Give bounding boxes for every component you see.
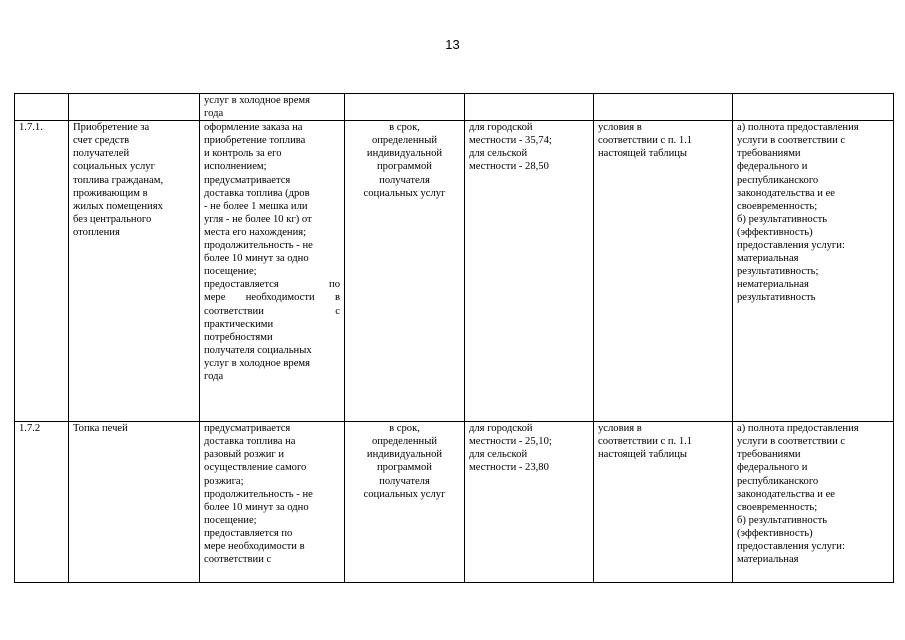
cell-line: а) полнота предоставления (737, 122, 859, 134)
cell-line: требованиями (737, 449, 801, 461)
cell-line: Приобретение за (73, 122, 150, 134)
cell-line: местности - 23,80 (469, 462, 549, 474)
cell-line: соответствии с п. 1.1 (598, 436, 693, 448)
cell-line: проживающим в (73, 187, 148, 199)
cell-line: местности - 25,10; (469, 436, 552, 448)
cell-line: условия в (598, 122, 642, 134)
cell-line: законодательства и ее (737, 488, 835, 500)
cell-line: б) результативность (737, 213, 828, 225)
cell-conditions (594, 422, 733, 583)
cell-line: доставка топлива (дров (204, 187, 310, 199)
cell-line: топлива гражданам, (73, 174, 164, 186)
cell-line: продолжительность - не (204, 488, 313, 500)
cell-line: соответствии с п. 1.1 (598, 135, 693, 147)
cell-line: федерального и (737, 462, 808, 474)
cell-line: для городской (469, 423, 533, 435)
cell-line: осуществление самого (204, 462, 307, 474)
cell-line: определенный (371, 135, 438, 147)
cell-line: угля - не более 10 кг) от (204, 213, 312, 225)
cell-line: индивидуальной (366, 148, 443, 160)
cell-line: приобретение топлива (204, 135, 306, 147)
cell-line: предоставления услуги: (737, 240, 845, 252)
cell-line: б) результативность (737, 514, 828, 526)
cell-line: законодательства и ее (737, 187, 835, 199)
cell-conditions (594, 94, 733, 121)
cell-number: 1.7.2 (15, 422, 69, 583)
cell-service-content (200, 422, 345, 583)
cell-tariff (465, 422, 594, 583)
cell-line: соответствии с (204, 554, 272, 566)
cell-tariff (465, 121, 594, 422)
cell-line: материальная (737, 253, 799, 265)
cell-line: услуги в соответствии с (737, 135, 846, 147)
cell-line: посещение; (204, 514, 257, 526)
cell-line: определенный (371, 436, 438, 448)
cell-line: жилых помещениях (73, 200, 163, 212)
cell-line: отопления (73, 226, 120, 238)
table-row (15, 94, 894, 121)
cell-deadline (345, 121, 465, 422)
cell-service-content (200, 121, 345, 422)
cell-line: республиканского (737, 475, 819, 487)
cell-service-name (69, 121, 200, 422)
cell-quality-indicators (733, 121, 894, 422)
cell-line: предусматривается (204, 174, 291, 186)
cell-line: счет средств (73, 135, 130, 147)
cell-quality-indicators (733, 94, 894, 121)
cell-line: мере необходимости в (204, 292, 340, 304)
cell-line: социальных услуг (73, 161, 155, 173)
cell-line: услуг в холодное время (204, 95, 310, 106)
cell-line: места его нахождения; (204, 226, 307, 238)
cell-line: розжига; (204, 475, 244, 487)
cell-service-content (200, 94, 345, 121)
cell-line: республиканского (737, 174, 819, 186)
cell-line: - не более 1 мешка или (204, 200, 308, 212)
cell-line: программой (377, 161, 432, 173)
cell-line: социальных услуг (363, 488, 446, 500)
cell-line: практическими (204, 318, 274, 330)
cell-line: нематериальная (737, 279, 809, 291)
cell-line: более 10 минут за одно (204, 253, 309, 265)
cell-service-name (69, 94, 200, 121)
cell-line: в срок, (389, 423, 420, 435)
cell-line: в срок, (389, 122, 420, 134)
cell-service-name (69, 422, 200, 583)
cell-line: (эффективность) (737, 527, 813, 539)
cell-conditions (594, 121, 733, 422)
table-row (15, 121, 894, 422)
cell-line: услуг в холодное время (204, 357, 310, 369)
cell-line: условия в (598, 423, 642, 435)
cell-line: индивидуальной (366, 449, 443, 461)
cell-line: доставка топлива на (204, 436, 296, 448)
cell-line: разовый розжиг и (204, 449, 285, 461)
cell-line: получателей (73, 148, 130, 160)
cell-line: предоставления услуги: (737, 541, 845, 553)
cell-tariff (465, 94, 594, 121)
cell-line: для сельской (469, 449, 528, 461)
cell-line: программой (377, 462, 432, 474)
cell-number (15, 94, 69, 121)
cell-line: получателя (379, 475, 430, 487)
cell-line: федерального и (737, 161, 808, 173)
cell-line: посещение; (204, 266, 257, 278)
cell-line: местности - 28,50 (469, 161, 549, 173)
cell-line: предоставляется по (204, 527, 293, 539)
cell-line: без центрального (73, 213, 152, 225)
cell-line: и контроль за его (204, 148, 282, 160)
cell-line: а) полнота предоставления (737, 423, 859, 435)
cell-line: настоящей таблицы (598, 449, 688, 461)
cell-line: результативность (737, 292, 816, 304)
services-table (14, 93, 894, 583)
cell-line: получателя социальных (204, 344, 312, 356)
cell-quality-indicators (733, 422, 894, 583)
cell-line: продолжительность - не (204, 240, 313, 252)
cell-line: исполнением; (204, 161, 267, 173)
cell-deadline (345, 94, 465, 121)
cell-number: 1.7.1. (15, 121, 69, 422)
cell-line: предоставляется по (204, 279, 340, 291)
cell-line: получателя (379, 174, 430, 186)
cell-line: материальная (737, 554, 799, 566)
page-number: 13 (445, 37, 460, 52)
cell-line: более 10 минут за одно (204, 501, 309, 513)
cell-deadline (345, 422, 465, 583)
cell-line: Топка печей (73, 423, 128, 435)
cell-line: местности - 35,74; (469, 135, 552, 147)
cell-line: потребностями (204, 331, 273, 343)
cell-line: услуги в соответствии с (737, 436, 846, 448)
cell-line: года (204, 108, 224, 120)
table-row (15, 422, 894, 583)
cell-line: своевременность; (737, 501, 818, 513)
cell-line: своевременность; (737, 200, 818, 212)
cell-line: социальных услуг (363, 187, 446, 199)
cell-line: мере необходимости в (204, 541, 305, 553)
cell-line: настоящей таблицы (598, 148, 688, 160)
cell-line: результативность; (737, 266, 819, 278)
cell-line: для городской (469, 122, 533, 134)
cell-line: соответствии с (204, 305, 340, 317)
cell-line: (эффективность) (737, 226, 813, 238)
cell-line: для сельской (469, 148, 528, 160)
cell-line: оформление заказа на (204, 122, 303, 134)
cell-line: предусматривается (204, 423, 291, 435)
cell-line: года (204, 370, 224, 382)
cell-line: требованиями (737, 148, 801, 160)
